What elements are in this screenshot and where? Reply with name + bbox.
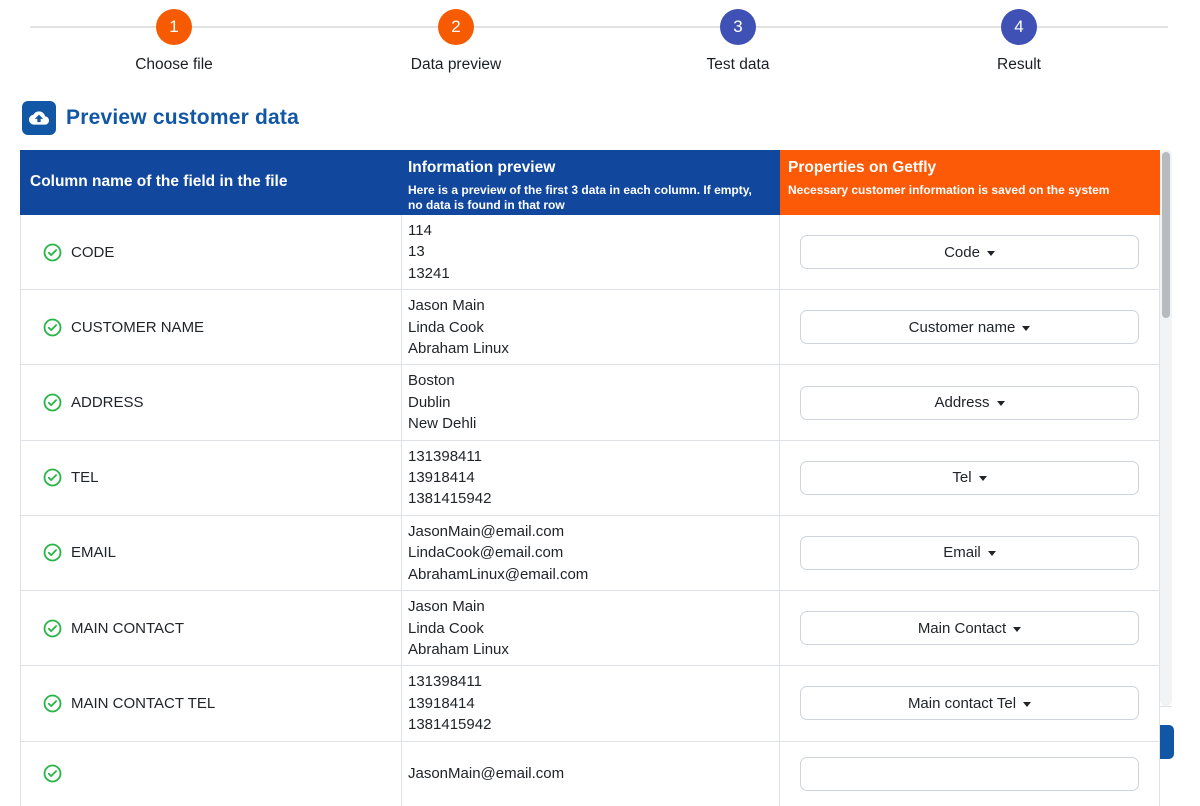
preview-line: 131398411	[408, 447, 482, 465]
check-circle-icon	[43, 243, 62, 262]
check-circle-icon	[43, 543, 62, 562]
wizard-step	[939, 9, 1099, 74]
property-dropdown[interactable]: Main Contact	[800, 611, 1139, 645]
preview-line: Abraham Linux	[408, 640, 509, 658]
wizard-step	[94, 9, 254, 74]
preview-line: 131398411	[408, 673, 482, 691]
step-number-badge: 2	[438, 9, 474, 45]
preview-cell	[402, 290, 780, 364]
header-information-preview: Information preview Here is a preview of the first 3 data in each column. If empty, no data is found in that row	[402, 150, 780, 215]
field-name-label: MAIN CONTACT TEL	[71, 694, 216, 712]
table-row	[20, 441, 1160, 516]
caret-down-icon	[979, 476, 987, 481]
step-label: Result	[997, 56, 1041, 73]
preview-cell	[402, 441, 780, 515]
preview-line: Jason Main	[408, 598, 485, 616]
caret-down-icon	[987, 251, 995, 256]
check-circle-icon	[43, 764, 62, 783]
mapping-table	[20, 150, 1160, 806]
property-dropdown[interactable]: Tel	[800, 461, 1139, 495]
preview-line: 114	[408, 222, 432, 239]
caret-down-icon	[997, 401, 1005, 406]
step-number-badge: 1	[156, 9, 192, 45]
property-dropdown[interactable]	[800, 757, 1139, 791]
preview-line: JasonMain@email.com	[408, 765, 565, 783]
property-dropdown[interactable]: Customer name	[800, 310, 1139, 344]
field-name-label: CODE	[71, 243, 115, 261]
preview-line: Dublin	[408, 393, 451, 411]
preview-line: 13	[408, 243, 425, 261]
table-row	[20, 215, 1160, 290]
preview-cell	[402, 591, 780, 665]
step-number-badge: 4	[1001, 9, 1037, 45]
step-number-badge: 3	[720, 9, 756, 45]
field-name-label: EMAIL	[71, 544, 117, 562]
step-label: Test data	[706, 56, 770, 73]
caret-down-icon	[1013, 627, 1021, 632]
caret-down-icon	[1023, 702, 1031, 707]
table-header-row	[20, 150, 1160, 215]
step-label: Data preview	[410, 56, 502, 73]
table-row	[20, 666, 1160, 741]
header-file-column: Column name of the field in the file	[20, 150, 402, 215]
preview-cell	[402, 742, 780, 806]
preview-line: JasonMain@email.com	[408, 522, 565, 540]
page-title: Preview customer data	[66, 106, 299, 129]
header-properties-getfly: Properties on Getfly Necessary customer information is saved on the system	[780, 150, 1160, 215]
field-name-label: TEL	[71, 469, 99, 487]
check-circle-icon	[43, 468, 62, 487]
caret-down-icon	[988, 551, 996, 556]
preview-line: Linda Cook	[408, 619, 484, 637]
step-label: Choose file	[135, 56, 213, 73]
preview-line: 13241	[408, 264, 450, 282]
preview-cell	[402, 365, 780, 439]
preview-line: AbrahamLinux@email.com	[408, 565, 589, 583]
wizard-stepper	[0, 0, 1200, 88]
table-row	[20, 365, 1160, 440]
property-dropdown[interactable]: Email	[800, 536, 1139, 570]
cloud-upload-icon	[22, 101, 56, 135]
preview-line: Jason Main	[408, 297, 485, 315]
preview-line: New Dehli	[408, 415, 477, 433]
check-circle-icon	[43, 619, 62, 638]
property-dropdown[interactable]: Code	[800, 235, 1139, 269]
check-circle-icon	[43, 393, 62, 412]
preview-line: LindaCook@email.com	[408, 544, 564, 562]
table-row	[20, 516, 1160, 591]
page-header	[22, 101, 1200, 135]
caret-down-icon	[1022, 326, 1030, 331]
preview-cell	[402, 516, 780, 590]
header-properties-getfly-subtitle: Necessary customer information is saved on the system	[788, 182, 1110, 197]
table-row	[20, 591, 1160, 666]
preview-line: Abraham Linux	[408, 340, 509, 358]
preview-cell	[402, 666, 780, 740]
preview-line: 13918414	[408, 469, 475, 487]
field-name-label: CUSTOMER NAME	[71, 318, 205, 336]
table-row	[20, 290, 1160, 365]
wizard-step	[658, 9, 818, 74]
property-dropdown[interactable]: Main contact Tel	[800, 686, 1139, 720]
preview-line: 1381415942	[408, 716, 492, 734]
field-name-label: MAIN CONTACT	[71, 619, 185, 637]
field-name-label: ADDRESS	[71, 394, 144, 412]
preview-line: 1381415942	[408, 490, 492, 508]
header-information-preview-subtitle: Here is a preview of the first 3 data in each column. If empty, no data is found in that row	[408, 182, 752, 212]
preview-line: Boston	[408, 372, 455, 390]
table-viewport	[20, 150, 1172, 783]
property-dropdown[interactable]: Address	[800, 386, 1139, 420]
wizard-step	[376, 9, 536, 74]
preview-line: Linda Cook	[408, 318, 484, 336]
preview-cell	[402, 215, 780, 289]
scrollbar-thumb[interactable]	[1162, 152, 1170, 318]
scrollbar-track[interactable]	[1160, 150, 1172, 706]
table-row	[20, 742, 1160, 806]
preview-line: 13918414	[408, 694, 475, 712]
check-circle-icon	[43, 318, 62, 337]
check-circle-icon	[43, 694, 62, 713]
